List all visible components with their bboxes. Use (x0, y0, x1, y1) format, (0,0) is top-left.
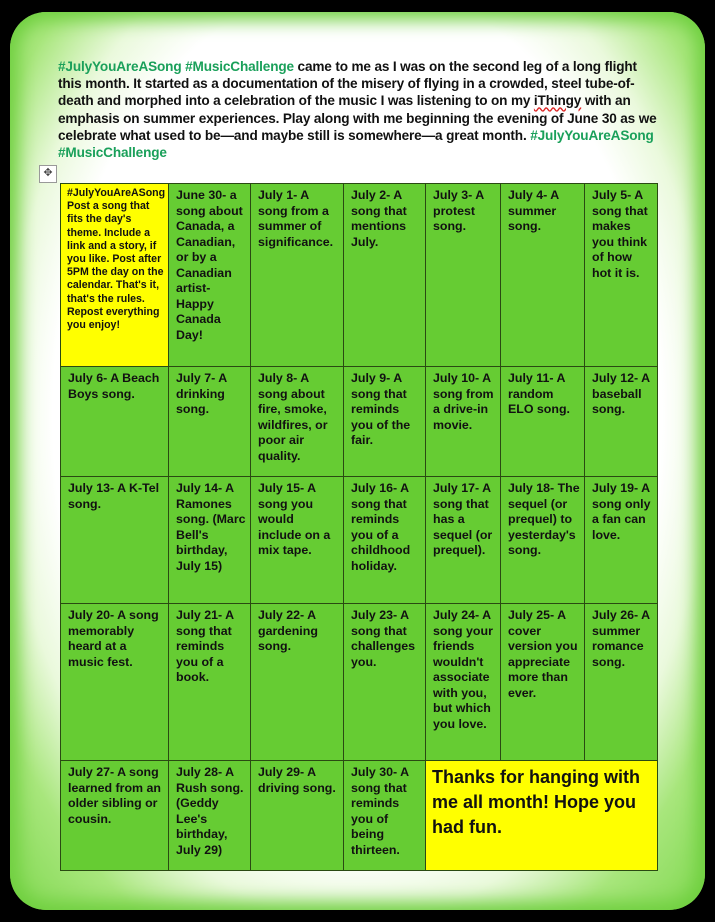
calendar-cell: July 30- A song that reminds you of being thirteen. (344, 761, 426, 871)
calendar-row-3 (61, 477, 658, 604)
calendar-cell: July 20- A song memorably heard at a music fest. (61, 604, 169, 761)
calendar-cell: July 14- A Ramones song. (Marc Bell's birthday, July 15) (169, 477, 251, 604)
calendar-cell: July 10- A song from a drive-in movie. (426, 367, 501, 477)
calendar-cell: July 23- A song that challenges you. (344, 604, 426, 761)
intro-text-part1: came to me as I was on the second leg of a long flight this month. It started as a documentation of the misery of flying in a crowded, steel tube-of-death and morphed into a celebration of the music I was listening to on my (58, 59, 637, 109)
calendar-cell: June 30- a song about Canada, a Canadian, or by a Canadian artist- Happy Canada Day! (169, 184, 251, 367)
calendar-row-4 (61, 604, 658, 761)
calendar-cell: July 13- A K-Tel song. (61, 477, 169, 604)
calendar-cell: July 24- A song your friends wouldn't associate with you, but which you love. (426, 604, 501, 761)
calendar-cell: July 29- A driving song. (251, 761, 344, 871)
calendar-cell: July 17- A song that has a sequel (or prequel). (426, 477, 501, 604)
calendar-cell: July 27- A song learned from an older sibling or cousin. (61, 761, 169, 871)
calendar-row-5 (61, 761, 658, 871)
calendar-cell: July 26- A summer romance song. (585, 604, 658, 761)
closing-message-cell: Thanks for hanging with me all month! Hope you had fun. (426, 761, 658, 871)
calendar-cell: July 11- A random ELO song. (501, 367, 585, 477)
calendar-row-1 (61, 184, 658, 367)
calendar-cell: July 1- A song from a summer of significance. (251, 184, 344, 367)
calendar-cell: July 7- A drinking song. (169, 367, 251, 477)
calendar-cell: July 8- A song about fire, smoke, wildfires, or poor air quality. (251, 367, 344, 477)
calendar-table (60, 183, 658, 871)
calendar-cell: July 16- A song that reminds you of a childhood holiday. (344, 477, 426, 604)
calendar-cell: July 5- A song that makes you think of how hot it is. (585, 184, 658, 367)
table-move-handle-icon[interactable]: ✥ (39, 165, 57, 183)
calendar-cell: July 25- A cover version you appreciate more than ever. (501, 604, 585, 761)
calendar-cell: July 22- A gardening song. (251, 604, 344, 761)
calendar-cell: July 4- A summer song. (501, 184, 585, 367)
intro-hashtag-open[interactable]: #JulyYouAreASong #MusicChallenge (58, 59, 294, 74)
calendar-cell: July 6- A Beach Boys song. (61, 367, 169, 477)
intro-squiggle-word: iThingy (533, 93, 582, 109)
intro-paragraph (58, 58, 658, 161)
calendar-cell: July 21- A song that reminds you of a book. (169, 604, 251, 761)
calendar-cell: July 12- A baseball song. (585, 367, 658, 477)
calendar-cell: July 3- A protest song. (426, 184, 501, 367)
intro-block (58, 58, 658, 161)
rules-cell: #JulyYouAreASong Post a song that fits the day's theme. Include a link and a story, if you like. Post after 5PM the day on the calendar. That's it, that's the rules. Repost everything you enjoy! (61, 184, 169, 367)
intro-text-part2: with an emphasis on summer experiences. Play along with me beginning the evening of June 30 as we celebrate what used to be—and maybe still is somewhere—a great month. (58, 93, 657, 143)
calendar-cell: July 2- A song that mentions July. (344, 184, 426, 367)
calendar-cell: July 9- A song that reminds you of the fair. (344, 367, 426, 477)
calendar-cell: July 15- A song you would include on a mix tape. (251, 477, 344, 604)
calendar-cell: July 19- A song only a fan can love. (585, 477, 658, 604)
calendar-cell: July 28- A Rush song. (Geddy Lee's birthday, July 29) (169, 761, 251, 871)
calendar-row-2 (61, 367, 658, 477)
calendar-cell: July 18- The sequel (or prequel) to yesterday's song. (501, 477, 585, 604)
intro-hashtag-close[interactable]: #JulyYouAreASong #MusicChallenge (58, 127, 654, 161)
